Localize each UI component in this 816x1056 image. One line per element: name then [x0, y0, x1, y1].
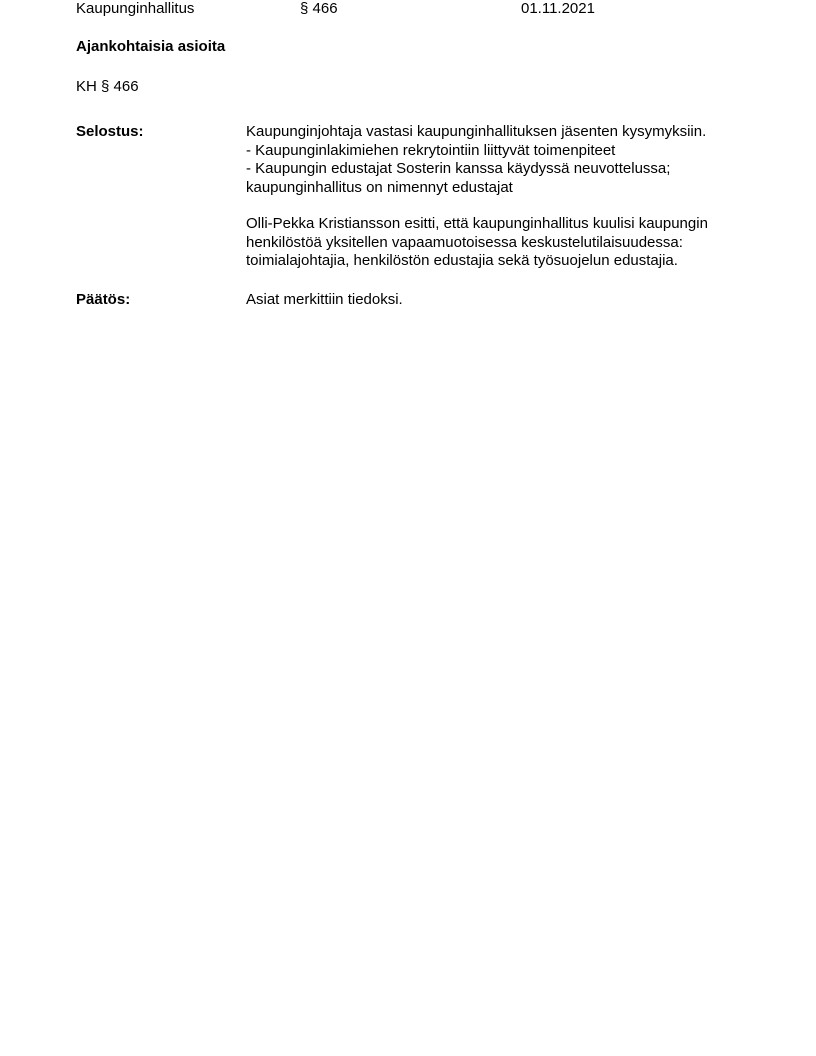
selostus-line: toimialajohtajia, henkilöstön edustajia sekä työsuojelun edustajia. — [246, 252, 678, 269]
selostus-line: henkilöstöä yksitellen vapaamuotoisessa keskustelutilaisuudessa: — [246, 233, 683, 251]
selostus-paragraph-1 — [246, 123, 766, 197]
selostus-label: Selostus: — [76, 123, 144, 140]
header-organization: Kaupunginhallitus — [76, 0, 195, 17]
header-paragraph-number: § 466 — [300, 0, 338, 17]
selostus-paragraph-2 — [246, 215, 766, 271]
header-date: 01.11.2021 — [521, 0, 595, 17]
paatos-label: Päätös: — [76, 291, 131, 308]
paatos-text: Asiat merkittiin tiedoksi. — [246, 291, 403, 308]
selostus-line: - Kaupungin edustajat Sosterin kanssa käydyssä neuvottelussa; — [246, 160, 671, 177]
selostus-line: - Kaupunginlakimiehen rekrytointiin liittyvät toimenpiteet — [246, 141, 616, 159]
selostus-line: kaupunginhallitus on nimennyt edustajat — [246, 178, 513, 196]
document-title: Ajankohtaisia asioita — [76, 38, 226, 55]
selostus-line: Olli-Pekka Kristiansson esitti, että kaupunginhallitus kuulisi kaupungin — [246, 215, 708, 232]
document-reference: KH § 466 — [76, 78, 139, 95]
selostus-line: Kaupunginjohtaja vastasi kaupunginhallituksen jäsenten kysymyksiin. — [246, 123, 707, 140]
